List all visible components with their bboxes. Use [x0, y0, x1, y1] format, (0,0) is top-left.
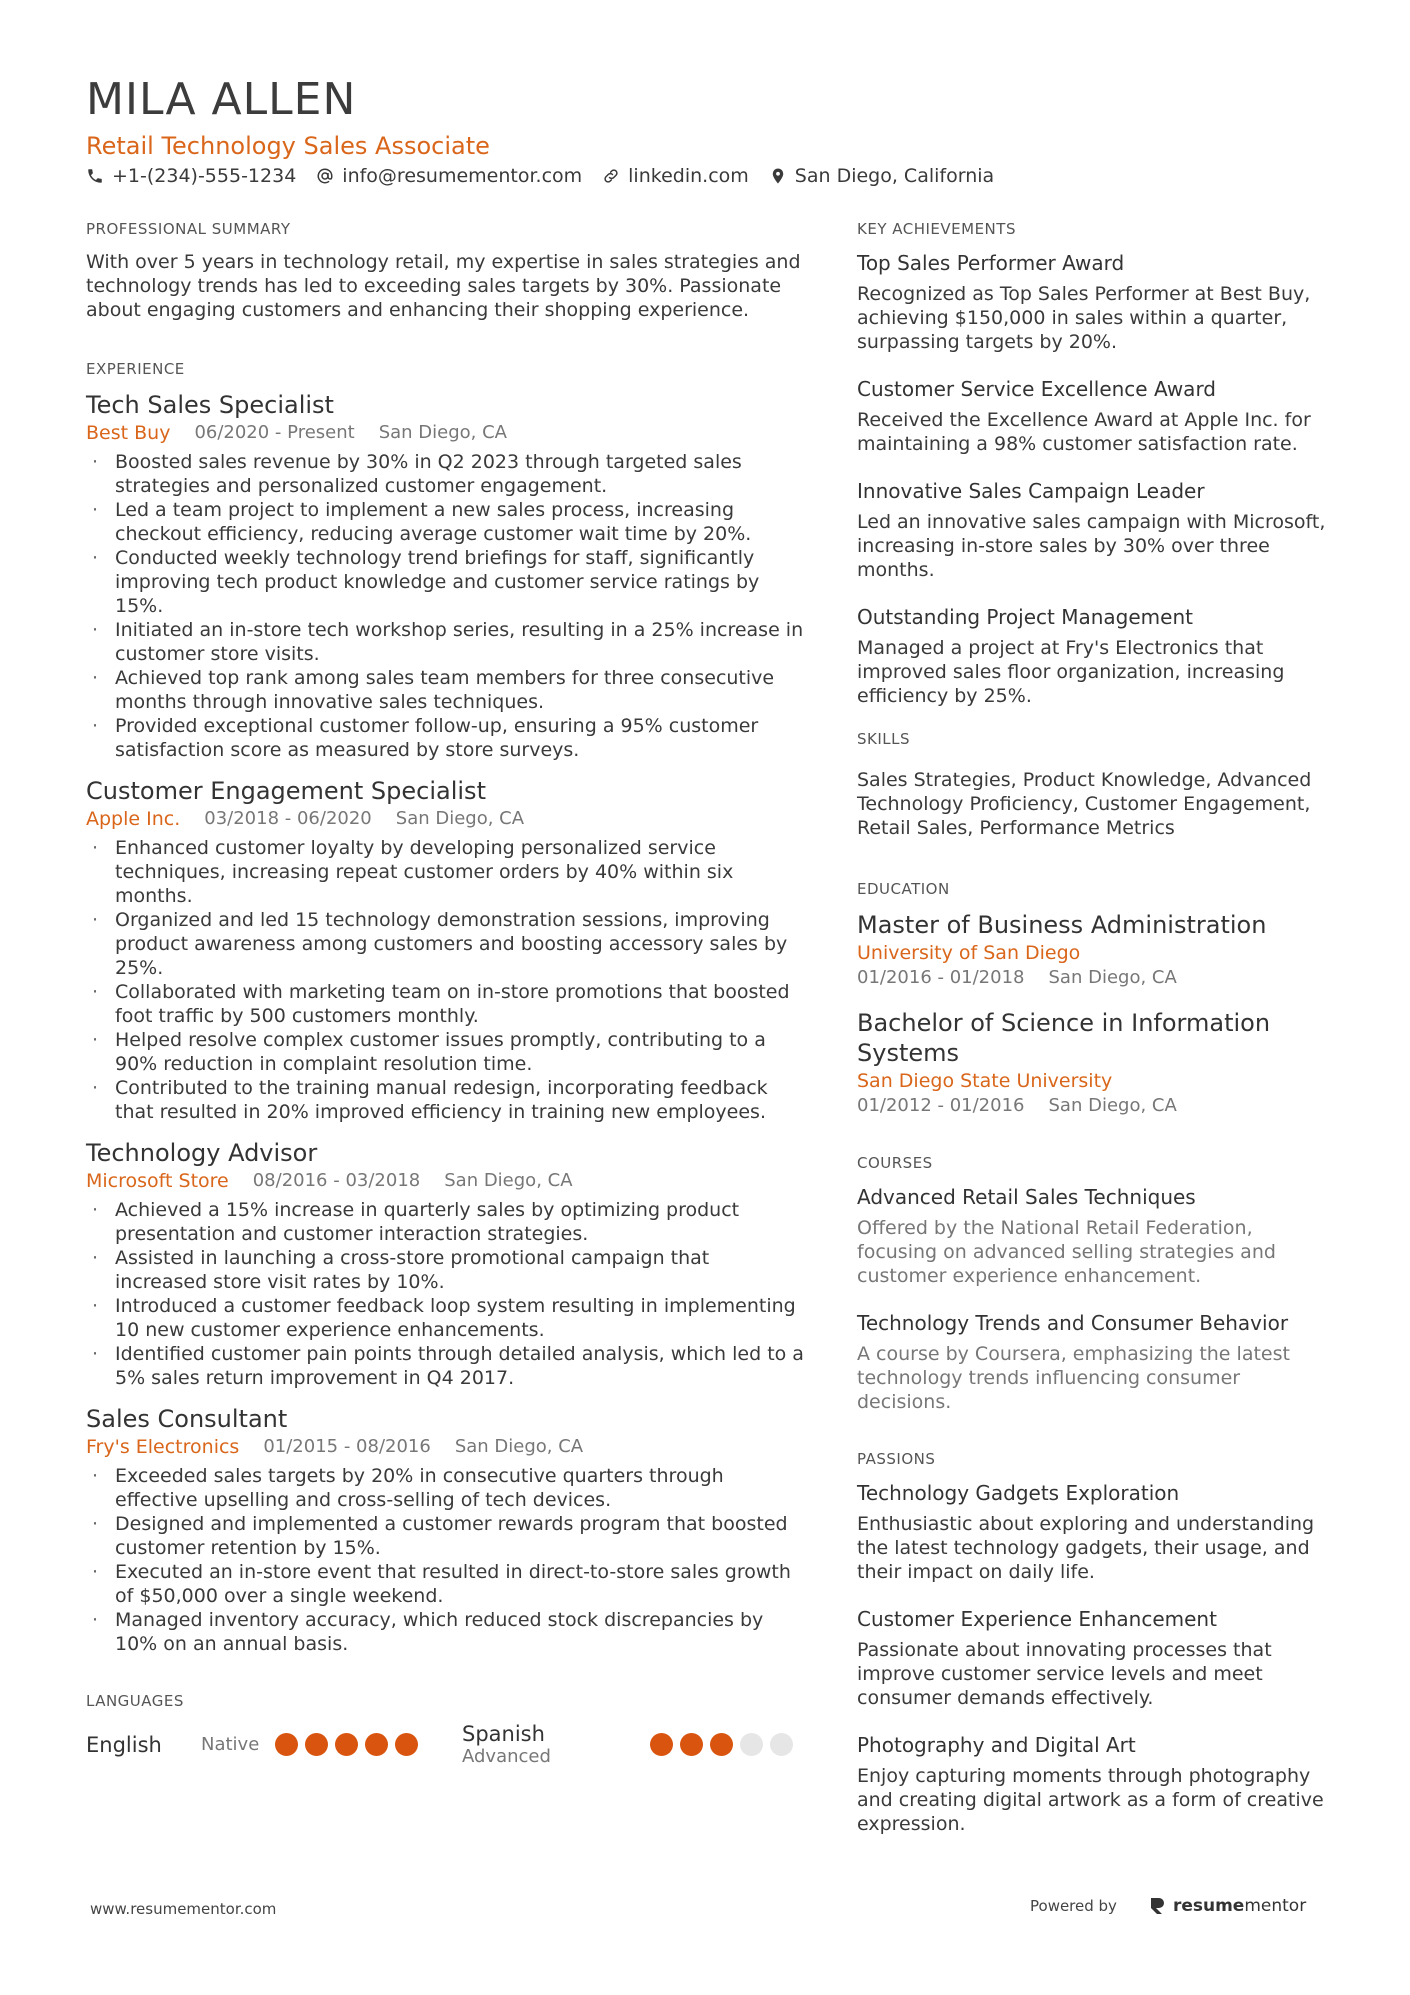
bullet-item: · Introduced a customer feedback loop system resulting in implementing 10 new customer experience enhancements.: [86, 1294, 806, 1342]
education-dates: 01/2012 - 01/2016: [857, 1095, 1025, 1116]
education-meta: [857, 966, 1337, 990]
rating-dot-filled: [710, 1733, 733, 1756]
candidate-name: MILA ALLEN: [86, 74, 357, 125]
contact-location: [769, 165, 994, 187]
powered-by-label: Powered by: [1030, 1897, 1117, 1915]
job-title: Sales Consultant: [86, 1405, 288, 1433]
education-heading: EDUCATION: [857, 880, 950, 898]
location-pin-icon: [769, 167, 787, 185]
left-column: [86, 220, 806, 1767]
job-entry: [86, 776, 806, 1124]
summary-heading: PROFESSIONAL SUMMARY: [86, 220, 291, 238]
rating-dot-filled: [275, 1733, 298, 1756]
passion-item: [857, 1480, 1337, 1584]
bullet-item: · Initiated an in-store tech workshop series, resulting in a 25% increase in customer store visits.: [86, 618, 806, 666]
achievements-section: [857, 220, 1337, 708]
achievement-item: [857, 376, 1337, 456]
passion-title: Customer Experience Enhancement: [857, 1607, 1217, 1631]
achievement-title: Customer Service Excellence Award: [857, 377, 1217, 401]
education-location: San Diego, CA: [1048, 1095, 1177, 1116]
summary-section: [86, 220, 806, 322]
footer-branding: [1030, 1896, 1306, 1916]
bullet-item: · Led a team project to implement a new sales process, increasing checkout efficiency, reducing average customer wait time by 20%.: [86, 498, 806, 546]
bullet-item: · Assisted in launching a cross-store promotional campaign that increased store visit rates by 10%.: [86, 1246, 806, 1294]
achievement-item: [857, 604, 1337, 708]
course-list: [857, 1184, 1337, 1414]
education-dates: 01/2016 - 01/2018: [857, 967, 1025, 988]
language-name: Spanish: [462, 1722, 545, 1746]
job-bullets: [86, 450, 806, 762]
contact-linkedin: [602, 165, 749, 187]
passion-desc: Passionate about innovating processes that improve customer service levels and meet consumer demands effectively.: [857, 1639, 1272, 1709]
job-location: San Diego, CA: [454, 1436, 584, 1457]
bullet-item: · Managed inventory accuracy, which reduced stock discrepancies by 10% on an annual basis.: [86, 1608, 806, 1656]
skills-text: Sales Strategies, Product Knowledge, Advanced Technology Proficiency, Customer Engagement, Retail Sales, Performance Metrics: [857, 769, 1312, 839]
rating-dot-filled: [335, 1733, 358, 1756]
brand-logo[interactable]: [1147, 1896, 1306, 1916]
course-title: Technology Trends and Consumer Behavior: [857, 1311, 1289, 1335]
achievement-list: [857, 250, 1337, 708]
passions-heading: PASSIONS: [857, 1450, 936, 1468]
education-location: San Diego, CA: [1048, 967, 1177, 988]
rating-dot-filled: [305, 1733, 328, 1756]
right-column: [857, 220, 1337, 1858]
job-meta: [86, 806, 806, 832]
achievement-item: [857, 250, 1337, 354]
education-degree: Master of Business Administration: [857, 911, 1267, 939]
brand-name-rest: mentor: [1244, 1896, 1307, 1916]
job-company: Microsoft Store: [86, 1170, 229, 1192]
education-degree: Bachelor of Science in Information Systems: [857, 1009, 1271, 1067]
summary-text: With over 5 years in technology retail, my expertise in sales strategies and technology trends has led to exceeding sales targets by 30%. Passionate about engaging customers and enhancing their shopping experience.: [86, 251, 801, 321]
course-title: Advanced Retail Sales Techniques: [857, 1185, 1196, 1209]
job-title: Technology Advisor: [86, 1139, 318, 1167]
course-item: [857, 1310, 1337, 1414]
resumementor-logo-icon: [1147, 1896, 1167, 1916]
education-school: University of San Diego: [857, 942, 1081, 964]
achievement-title: Innovative Sales Campaign Leader: [857, 479, 1205, 503]
job-list: [86, 390, 806, 1656]
contact-email: [316, 165, 582, 187]
job-company: Best Buy: [86, 422, 171, 444]
bullet-item: · Contributed to the training manual redesign, incorporating feedback that resulted in 20% improved efficiency in training new employees.: [86, 1076, 806, 1124]
candidate-title: Retail Technology Sales Associate: [86, 132, 490, 160]
job-company: Fry's Electronics: [86, 1436, 240, 1458]
job-bullets: [86, 1464, 806, 1656]
passion-title: Technology Gadgets Exploration: [857, 1481, 1180, 1505]
bullet-item: · Exceeded sales targets by 20% in consecutive quarters through effective upselling and cross-selling of tech devices.: [86, 1464, 806, 1512]
bullet-item: · Helped resolve complex customer issues promptly, contributing to a 90% reduction in complaint resolution time.: [86, 1028, 806, 1076]
passion-list: [857, 1480, 1337, 1836]
job-bullets: [86, 1198, 806, 1390]
footer-website[interactable]: www.resumementor.com: [90, 1900, 277, 1918]
language-rating: [275, 1733, 425, 1756]
link-icon: [602, 167, 620, 185]
course-desc: A course by Coursera, emphasizing the latest technology trends influencing consumer decisions.: [857, 1343, 1290, 1413]
language-label-group: [462, 1722, 650, 1767]
achievements-heading: KEY ACHIEVEMENTS: [857, 220, 1016, 238]
job-dates: 03/2018 - 06/2020: [204, 808, 372, 829]
brand-name-bold: resume: [1172, 1896, 1245, 1916]
bullet-item: · Executed an in-store event that resulted in direct-to-store sales growth of $50,000 over a single weekend.: [86, 1560, 806, 1608]
experience-heading: EXPERIENCE: [86, 360, 185, 378]
achievement-title: Outstanding Project Management: [857, 605, 1193, 629]
rating-dot-empty: [770, 1733, 793, 1756]
achievement-desc: Managed a project at Fry's Electronics that improved sales floor organization, increasing efficiency by 25%.: [857, 637, 1285, 707]
courses-section: [857, 1154, 1337, 1414]
bullet-item: · Organized and led 15 technology demonstration sessions, improving product awareness among customers and boosting accessory sales by 25%.: [86, 908, 806, 980]
passion-item: [857, 1732, 1337, 1836]
education-item: [857, 910, 1337, 990]
achievement-item: [857, 478, 1337, 582]
languages-heading: LANGUAGES: [86, 1692, 184, 1710]
job-entry: [86, 1138, 806, 1390]
language-level: Advanced: [462, 1746, 551, 1767]
language-level: Native: [201, 1734, 260, 1755]
job-meta: [86, 1168, 806, 1194]
achievement-desc: Led an innovative sales campaign with Microsoft, increasing in-store sales by 30% over three months.: [857, 511, 1326, 581]
bullet-item: · Boosted sales revenue by 30% in Q2 2023 through targeted sales strategies and personalized customer engagement.: [86, 450, 806, 498]
job-title: Customer Engagement Specialist: [86, 777, 486, 805]
linkedin-text[interactable]: linkedin.com: [628, 165, 749, 187]
bullet-item: · Identified customer pain points through detailed analysis, which led to a 5% sales return improvement in Q4 2017.: [86, 1342, 806, 1390]
job-entry: [86, 1404, 806, 1656]
job-dates: 01/2015 - 08/2016: [263, 1436, 431, 1457]
course-desc: Offered by the National Retail Federation, focusing on advanced selling strategies and customer experience enhancement.: [857, 1217, 1276, 1287]
skills-heading: SKILLS: [857, 730, 911, 748]
contact-bar: [86, 165, 1014, 187]
job-dates: 06/2020 - Present: [194, 422, 355, 443]
achievement-title: Top Sales Performer Award: [857, 251, 1125, 275]
language-name: English: [86, 1732, 162, 1757]
bullet-item: · Provided exceptional customer follow-up, ensuring a 95% customer satisfaction score as measured by store surveys.: [86, 714, 806, 762]
language-rating: [650, 1733, 800, 1756]
education-item: [857, 1008, 1337, 1118]
job-title: Tech Sales Specialist: [86, 391, 334, 419]
phone-icon: [86, 167, 104, 185]
rating-dot-empty: [740, 1733, 763, 1756]
passion-title: Photography and Digital Art: [857, 1733, 1136, 1757]
rating-dot-filled: [365, 1733, 388, 1756]
at-sign-icon: [316, 167, 334, 185]
education-school: San Diego State University: [857, 1070, 1113, 1092]
job-dates: 08/2016 - 03/2018: [252, 1170, 421, 1191]
bullet-item: · Achieved a 15% increase in quarterly sales by optimizing product presentation and customer interaction strategies.: [86, 1198, 806, 1246]
contact-phone: [86, 165, 296, 187]
job-company: Apple Inc.: [86, 808, 181, 830]
email-text[interactable]: info@resumementor.com: [342, 165, 583, 187]
passion-desc: Enthusiastic about exploring and understanding the latest technology gadgets, their usage, and their impact on daily life.: [857, 1513, 1315, 1583]
bullet-item: · Designed and implemented a customer rewards program that boosted customer retention by 15%.: [86, 1512, 806, 1560]
job-location: San Diego, CA: [395, 808, 525, 829]
education-section: [857, 880, 1337, 1118]
courses-heading: COURSES: [857, 1154, 933, 1172]
bullet-item: · Conducted weekly technology trend briefings for staff, significantly improving tech product knowledge and customer service ratings by 15%.: [86, 546, 806, 618]
skills-section: [857, 730, 1337, 840]
location-text: San Diego, California: [794, 165, 995, 187]
achievement-desc: Recognized as Top Sales Performer at Best Buy, achieving $150,000 in sales within a quarter, surpassing targets by 20%.: [857, 283, 1311, 353]
job-bullets: [86, 836, 806, 1124]
education-list: [857, 910, 1337, 1118]
language-item: [86, 1733, 462, 1757]
rating-dot-filled: [395, 1733, 418, 1756]
bullet-item: · Enhanced customer loyalty by developing personalized service techniques, increasing repeat customer orders by 40% within six months.: [86, 836, 806, 908]
job-meta: [86, 420, 806, 446]
languages-section: [86, 1692, 806, 1767]
passions-section: [857, 1450, 1337, 1836]
bullet-item: · Achieved top rank among sales team members for three consecutive months through innovative sales techniques.: [86, 666, 806, 714]
job-location: San Diego, CA: [444, 1170, 573, 1191]
phone-text[interactable]: +1-(234)-555-1234: [112, 165, 297, 187]
job-meta: [86, 1434, 806, 1460]
bullet-item: · Collaborated with marketing team on in-store promotions that boosted foot traffic by 500 customers monthly.: [86, 980, 806, 1028]
course-item: [857, 1184, 1337, 1288]
passion-desc: Enjoy capturing moments through photography and creating digital artwork as a form of creative expression.: [857, 1765, 1324, 1835]
job-entry: [86, 390, 806, 762]
rating-dot-filled: [680, 1733, 703, 1756]
languages-row: [86, 1722, 806, 1767]
rating-dot-filled: [650, 1733, 673, 1756]
achievement-desc: Received the Excellence Award at Apple Inc. for maintaining a 98% customer satisfaction rate.: [857, 409, 1311, 455]
language-item: [462, 1722, 806, 1767]
experience-section: [86, 360, 806, 1656]
passion-item: [857, 1606, 1337, 1710]
job-location: San Diego, CA: [378, 422, 507, 443]
education-meta: [857, 1094, 1337, 1118]
